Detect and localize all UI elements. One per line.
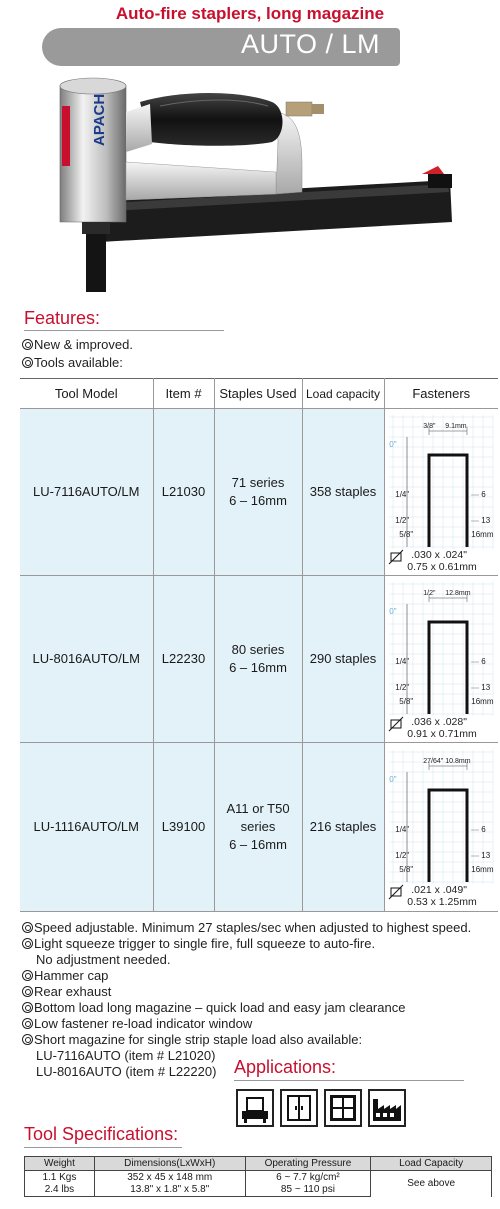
header-item: Item # xyxy=(153,379,214,409)
staple-size-inch: .036 x .028" xyxy=(411,716,467,728)
spec-pressure: 6 ~ 7.7 kg/cm² xyxy=(245,1171,371,1184)
cell-staples-used xyxy=(214,743,302,912)
bullet-icon xyxy=(22,1002,33,1013)
spec-pressure: 85 ~ 110 psi xyxy=(245,1184,371,1197)
scale-zero: 0" xyxy=(389,775,397,784)
cell-load-capacity: 358 staples xyxy=(302,409,384,576)
cell-item: L39100 xyxy=(153,743,214,912)
list-item: Short magazine for single strip staple load also available: xyxy=(22,1032,471,1048)
crown-mm: 12.8mm xyxy=(445,590,471,597)
scale-6mm: 6 xyxy=(481,490,486,499)
cell-item: L21030 xyxy=(153,409,214,576)
staple-diagram xyxy=(385,409,497,575)
staple-size-mm: 0.75 x 0.61mm xyxy=(407,561,477,573)
scale-five-eighths: 5/8" xyxy=(399,697,414,706)
list-item-continuation: No adjustment needed. xyxy=(36,952,171,967)
scale-five-eighths: 5/8" xyxy=(399,865,414,874)
bullet-icon xyxy=(22,357,33,368)
cell-tool-model: LU-1116AUTO/LM xyxy=(20,743,153,912)
short-model-item: LU-8016AUTO (item # L22220) xyxy=(36,1064,217,1079)
features-title: Features: xyxy=(24,308,101,328)
scale-16mm: 16mm xyxy=(471,697,494,706)
staple-size-mm: 0.91 x 0.71mm xyxy=(407,728,477,740)
crown-mm: 9.1mm xyxy=(445,423,467,430)
cell-fastener xyxy=(384,743,498,912)
tool-specs-divider xyxy=(24,1147,182,1148)
scale-quarter: 1/4" xyxy=(395,657,410,666)
bullet-icon xyxy=(22,339,33,350)
banner-title: AUTO / LM xyxy=(240,29,380,59)
window-frame-icon xyxy=(324,1089,362,1127)
crown-mm: 10.8mm xyxy=(445,758,471,765)
staples-line: 6 – 16mm xyxy=(229,837,287,852)
spec-weight: 1.1 Kgs xyxy=(25,1171,95,1184)
table-row xyxy=(20,576,498,743)
chair-icon xyxy=(236,1089,274,1127)
cell-staples-used xyxy=(214,576,302,743)
staple-diagram xyxy=(385,744,497,910)
list-item: Low fastener re-load indicator window xyxy=(22,1016,471,1032)
list-item: Bottom load long magazine – quick load and easy jam clearance xyxy=(22,1000,471,1016)
bullet-icon xyxy=(22,922,33,933)
scale-half: 1/2" xyxy=(395,516,410,525)
page-subtitle: Auto-fire staplers, long magazine xyxy=(115,4,385,23)
applications-title: Applications: xyxy=(234,1057,337,1077)
crown-inch: 3/8" xyxy=(423,423,436,430)
specs-header-load-capacity: Load Capacity xyxy=(371,1157,492,1171)
spec-dimensions: 13.8" x 1.8" x 5.8" xyxy=(94,1184,245,1197)
staples-line: 6 – 16mm xyxy=(229,660,287,675)
bullet-icon xyxy=(22,970,33,981)
list-item: Light squeeze trigger to single fire, full squeeze to auto-fire. xyxy=(22,936,471,952)
staple-size-inch: .021 x .049" xyxy=(411,884,467,896)
bullet-list xyxy=(22,920,471,1080)
scale-13mm: 13 xyxy=(481,851,491,860)
cell-load-capacity: 290 staples xyxy=(302,576,384,743)
header-fasteners: Fasteners xyxy=(384,379,498,409)
scale-zero: 0" xyxy=(389,607,397,616)
header-load-capacity: Load capacity xyxy=(302,379,384,409)
applications-divider xyxy=(234,1080,464,1081)
scale-6mm: 6 xyxy=(481,825,486,834)
staples-line: 6 – 16mm xyxy=(229,493,287,508)
scale-quarter: 1/4" xyxy=(395,490,410,499)
staple-size-mm: 0.53 x 1.25mm xyxy=(407,896,477,908)
cell-fastener xyxy=(384,409,498,576)
cell-item: L22230 xyxy=(153,576,214,743)
cell-tool-model: LU-8016AUTO/LM xyxy=(20,576,153,743)
specs-header-dimensions: Dimensions(LxWxH) xyxy=(94,1157,245,1171)
scale-6mm: 6 xyxy=(481,657,486,666)
short-model-item: LU-7116AUTO (item # L21020) xyxy=(36,1048,216,1063)
brand-logo: APACH xyxy=(91,93,108,146)
specs-header-weight: Weight xyxy=(25,1157,95,1171)
crown-inch: 27/64" xyxy=(423,758,444,765)
features-divider xyxy=(24,330,224,331)
staples-line: series xyxy=(240,819,276,834)
scale-16mm: 16mm xyxy=(471,865,494,874)
list-item: Speed adjustable. Minimum 27 staples/sec when adjusted to highest speed. xyxy=(22,920,471,936)
crown-inch: 1/2" xyxy=(423,590,436,597)
tool-specs-title: Tool Specifications: xyxy=(24,1124,179,1144)
table-row xyxy=(20,409,498,576)
cell-fastener xyxy=(384,576,498,743)
staple-size-inch: .030 x .024" xyxy=(411,549,467,561)
feature-line: Tools available: xyxy=(22,355,123,370)
scale-13mm: 13 xyxy=(481,683,491,692)
scale-half: 1/2" xyxy=(395,683,410,692)
bullet-icon xyxy=(22,1018,33,1029)
cabinet-icon xyxy=(280,1089,318,1127)
cell-load-capacity: 216 staples xyxy=(302,743,384,912)
feature-line: New & improved. xyxy=(22,337,133,352)
scale-13mm: 13 xyxy=(481,516,491,525)
staples-line: A11 or T50 xyxy=(226,801,290,816)
table-row xyxy=(25,1171,492,1184)
staples-line: 71 series xyxy=(231,475,285,490)
cell-tool-model: LU-7116AUTO/LM xyxy=(20,409,153,576)
table-row xyxy=(20,743,498,912)
table-header-row xyxy=(20,379,498,409)
scale-quarter: 1/4" xyxy=(395,825,410,834)
spec-load-capacity: See above xyxy=(371,1171,492,1197)
list-item: Rear exhaust xyxy=(22,984,471,1000)
specs-header-row xyxy=(25,1157,492,1171)
bullet-icon xyxy=(22,938,33,949)
bullet-icon xyxy=(22,1034,33,1045)
scale-half: 1/2" xyxy=(395,851,410,860)
tool-specs-table xyxy=(24,1156,492,1197)
stapler-image xyxy=(40,72,495,304)
scale-zero: 0" xyxy=(389,440,397,449)
list-item: Hammer cap xyxy=(22,968,471,984)
header-tool-model: Tool Model xyxy=(20,379,153,409)
bullet-icon xyxy=(22,986,33,997)
spec-weight: 2.4 lbs xyxy=(25,1184,95,1197)
staple-diagram xyxy=(385,576,497,742)
header-staples-used: Staples Used xyxy=(214,379,302,409)
factory-icon xyxy=(368,1089,406,1127)
specs-header-pressure: Operating Pressure xyxy=(245,1157,371,1171)
staples-line: 80 series xyxy=(231,642,285,657)
tool-models-table xyxy=(20,378,498,912)
scale-16mm: 16mm xyxy=(471,530,494,539)
scale-five-eighths: 5/8" xyxy=(399,530,414,539)
cell-staples-used xyxy=(214,409,302,576)
spec-dimensions: 352 x 45 x 148 mm xyxy=(94,1171,245,1184)
